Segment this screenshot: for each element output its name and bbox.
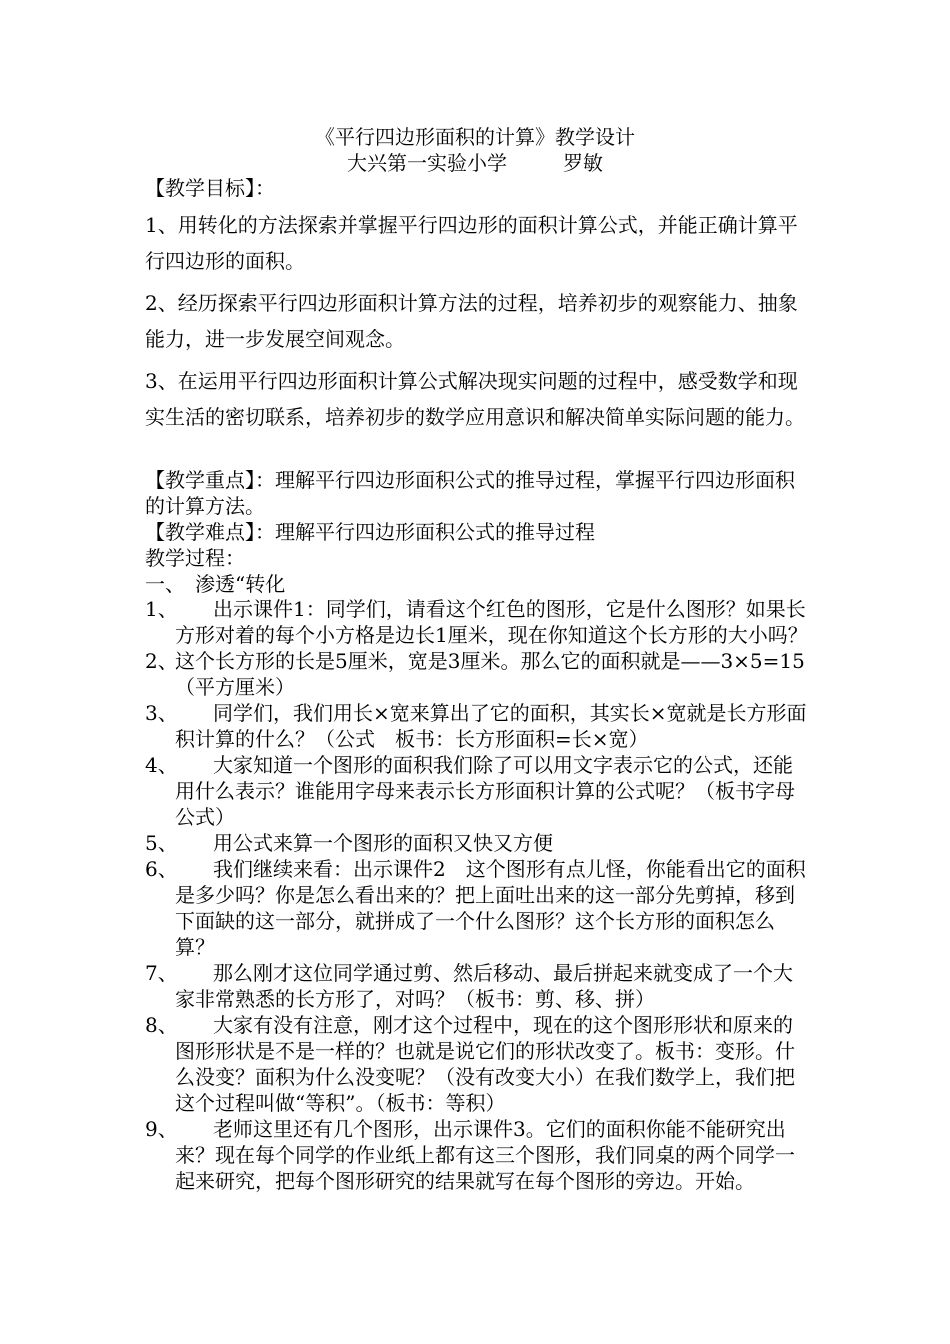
objective-item-2: 2、经历探索平行四边形面积计算方法的过程，培养初步的观察能力、抽象能力，进一步发展空间观念。	[145, 291, 798, 351]
list-item	[145, 596, 810, 648]
key-point-section	[145, 467, 810, 597]
list-item	[145, 856, 810, 960]
document-title: 《平行四边形面积的计算》教学设计	[315, 125, 635, 149]
step-number: 1、	[145, 597, 178, 621]
step-text: 用公式来算一个图形的面积又快又方便	[213, 831, 553, 855]
steps-list	[145, 596, 810, 1194]
step-text: 出示课件1：同学们，请看这个红色的图形，它是什么图形？如果长方形对着的每个小方格是边长1厘米，现在你知道这个长方形的大小吗？	[175, 597, 808, 647]
step-number: 6、	[145, 857, 178, 881]
difficulty-text: 【教学难点】：理解平行四边形面积公式的推导过程	[145, 520, 595, 544]
objectives-section	[145, 175, 810, 435]
step-text: 那么刚才这位同学通过剪、然后移动、最后拼起来就变成了一个大家非常熟悉的长方形了，对吗？（板书：剪、移、拼）	[175, 961, 793, 1011]
school-name: 大兴第一实验小学	[347, 151, 507, 175]
list-item	[145, 830, 810, 856]
author-name: 罗敏	[563, 151, 603, 175]
list-item	[145, 752, 810, 830]
step-text: 我们继续来看：出示课件2 这个图形有点儿怪，你能看出它的面积是多少吗？你是怎么看出来的？把上面吐出来的这一部分先剪掉，移到下面缺的这一部分，就拼成了一个什么图形？这个长方形的面积怎么算？	[175, 857, 806, 959]
step-number: 5、	[145, 831, 178, 855]
step-text: 大家知道一个图形的面积我们除了可以用文字表示它的公式，还能用什么表示？谁能用字母来表示长方形面积计算的公式呢？（板书字母公式）	[175, 753, 795, 829]
objective-item-1: 1、用转化的方法探索并掌握平行四边形的面积计算公式，并能正确计算平行四边形的面积。	[145, 213, 798, 273]
document-subtitle	[0, 150, 950, 176]
step-number: 7、	[145, 961, 178, 985]
step-text: 大家有没有注意，刚才这个过程中，现在的这个图形形状和原来的图形形状是不是一样的？也就是说它们的形状改变了。板书：变形。什么没变？面积为什么没变呢？（没有改变大小）在我们数学上，我们把这个过程叫做“等积”。（板书：等积）	[175, 1013, 795, 1115]
list-item	[145, 700, 810, 752]
step-number: 4、	[145, 753, 178, 777]
step-number: 2、	[145, 649, 178, 673]
step-number: 9、	[145, 1117, 178, 1141]
step-number: 3、	[145, 701, 178, 725]
step-text: 老师这里还有几个图形，出示课件3。它们的面积你能不能研究出来？现在每个同学的作业纸上都有这三个图形，我们同桌的两个同学一起来研究，把每个图形研究的结果就写在每个图形的旁边。开始。	[175, 1117, 795, 1193]
process-heading: 教学过程：	[145, 546, 245, 570]
step-number: 8、	[145, 1013, 178, 1037]
section-one-heading: 一、 渗透“转化	[145, 572, 286, 596]
key-point-text: 【教学重点】：理解平行四边形面积公式的推导过程，掌握平行四边形面积的计算方法。	[145, 468, 795, 518]
list-item	[145, 960, 810, 1012]
list-item	[145, 648, 810, 700]
step-text: 同学们，我们用长×宽来算出了它的面积，其实长×宽就是长方形面积计算的什么？（公式 板书：长方形面积=长×宽）	[175, 701, 807, 751]
objective-item-3: 3、在运用平行四边形面积计算公式解决现实问题的过程中，感受数学和现实生活的密切联系，培养初步的数学应用意识和解决简单实际问题的能力。	[145, 369, 805, 429]
objectives-heading: 【教学目标】：	[145, 176, 275, 200]
step-text: 这个长方形的长是5厘米，宽是3厘米。那么它的面积就是——3×5=15（平方厘米）	[175, 649, 805, 699]
list-item	[145, 1116, 810, 1194]
list-item	[145, 1012, 810, 1116]
